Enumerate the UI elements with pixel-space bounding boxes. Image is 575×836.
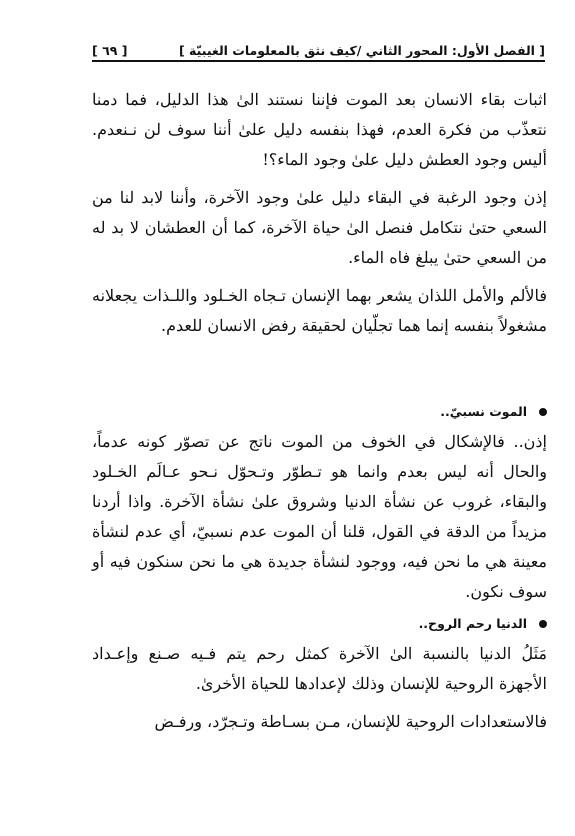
bullet-icon: [539, 408, 547, 416]
chapter-title: [ الفصل الأول: المحور الثاني /كيف نثق بالمعلومات الغيبيّة ]: [178, 43, 545, 58]
running-header: [92, 30, 545, 58]
bullet-icon: [539, 620, 547, 628]
paragraph: إذن وجود الرغبة في البقاء دليل علىٰ وجود الآخرة، وأننا لابد لنا من السعي حتىٰ نتكامل فنصل الىٰ حياة الآخرة، كما أن العطشان لا بد له من السعي حتىٰ يبلغ فاه الماء.: [92, 188, 547, 267]
paragraph: فالألم والأمل اللذان يشعر بهما الإنسان تـجاه الخـلود واللـذات يجعلانه مشغولاً بنفسه إنما هما تجلّيان لحقيقة رفض الانسان للعدم.: [92, 286, 547, 335]
section-heading-text: الدنيا رحم الروح..: [418, 616, 527, 631]
header-divider: [92, 60, 545, 62]
section-heading: [92, 397, 547, 427]
page-number: [ ٦٩ ]: [92, 43, 128, 58]
page-body: [92, 85, 547, 737]
paragraph: فالاستعدادات الروحية للإنسان، مـن بسـاطة وتـجرّد، ورفـض: [154, 712, 547, 731]
paragraph: مَثَلُ الدنيا بالنسبة الىٰ الآخرة كمثل رحم يتم فـيه صـنع وإعـداد الأجهزة الروحية للإنسان وذلك لإعدادها للحياة الأخرىٰ.: [92, 644, 547, 693]
paragraph: إذن.. فالإشكال في الخوف من الموت ناتج عن تصوّر كونه عدماً، والحال أنه ليس بعدم وانما هو تـطوّر وتـحوّل نـحو عـالَم الخـلود والبقاء، غروب عن نشأة الدنيا وشروق علىٰ نشأة الآخرة. واذا أردنا مزيداً من الدقة في القول، قلنا أن الموت عدم نسبيّ، أي عدم لنشأة معينة هي ما نحن فيه، ووجود لنشأة جديدة هي ما نحن سنكون فيه أو سوف نكون.: [92, 432, 547, 601]
paragraph: اثبات بقاء الانسان بعد الموت فإننا نستند الىٰ هذا الدليل، فما دمنا نتعذّب من فكرة العدم، فهذا بنفسه دليل علىٰ أننا سوف لن نـنعدم. أليس وجود العطش دليل علىٰ وجود الماء؟!: [92, 90, 548, 169]
section-heading: [92, 609, 547, 639]
section-heading-text: الموت نسبيّ..: [440, 404, 527, 419]
